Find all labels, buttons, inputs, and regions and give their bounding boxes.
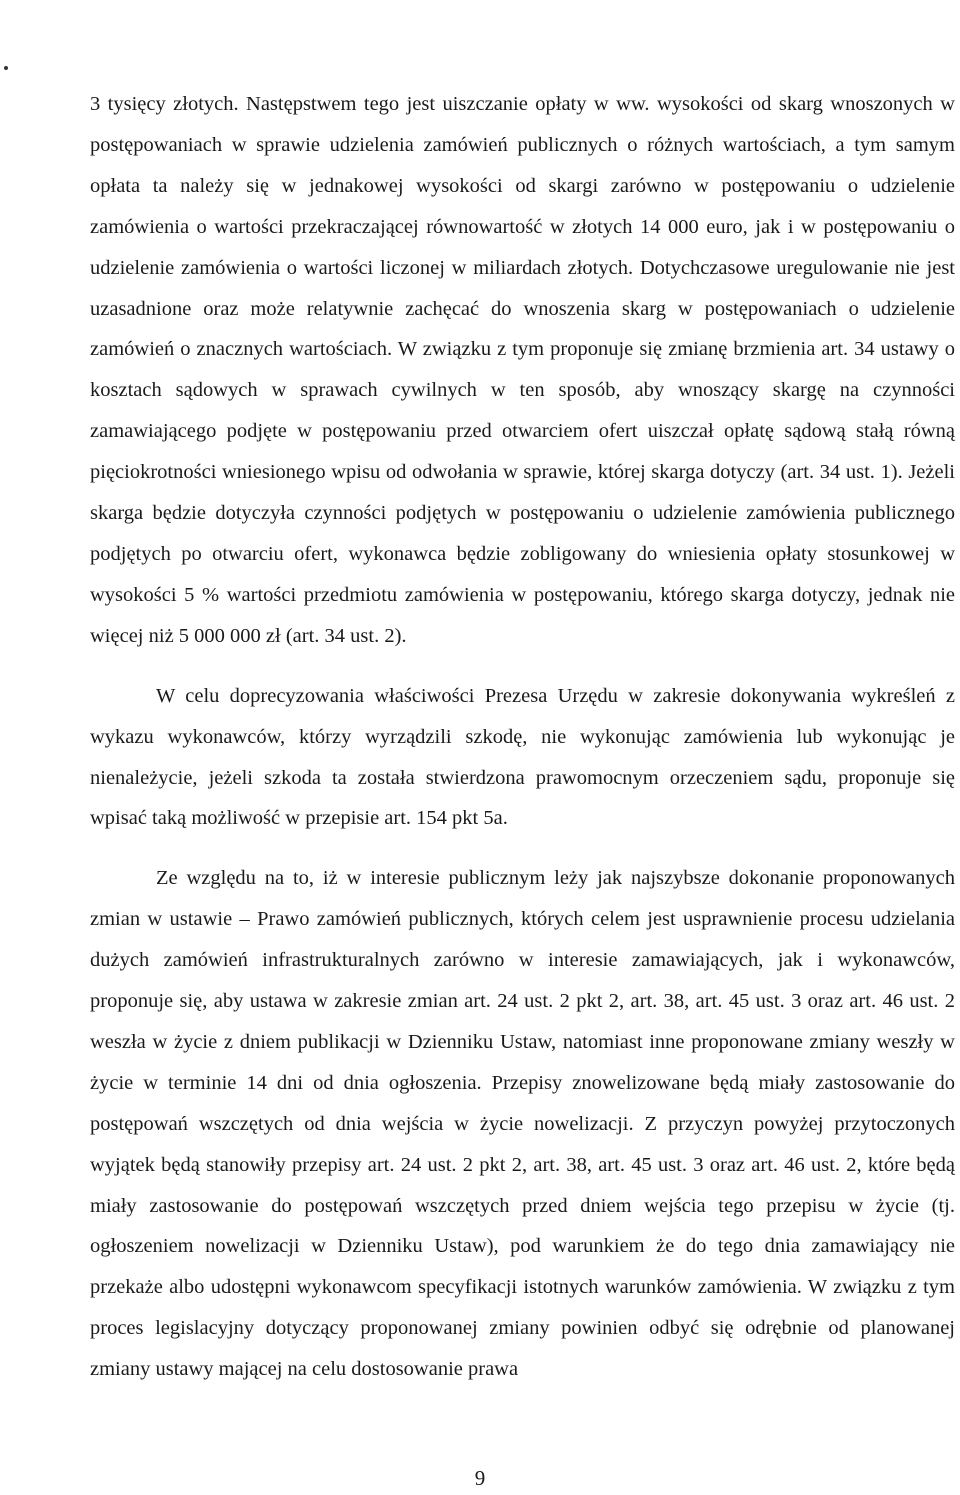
paragraph-1: 3 tysięcy złotych. Następstwem tego jest uiszczanie opłaty w ww. wysokości od skarg wnoszonych w postępowaniach w sprawie udzielenia zamówień publicznych o różnych wartościach, a tym samym opłata ta należy się w jednakowej wysokości od skargi zarówno w postępowaniu o udzielenie zamówienia o wartości przekraczającej równowartość w złotych 14 000 euro, jak i w postępowaniu o udzielenie zamówienia o wartości liczonej w miliardach złotych. Dotychczasowe uregulowanie nie jest uzasadnione oraz może relatywnie zachęcać do wnoszenia skarg w postępowaniach o udzielenie zamówień o znacznych wartościach. W związku z tym proponuje się zmianę brzmienia art. 34 ustawy o kosztach sądowych w sprawach cywilnych w ten sposób, aby wnoszący skargę na czynności zamawiającego podjęte w postępowaniu przed otwarciem ofert uiszczał opłatę sądową stałą równą pięciokrotności wniesionego wpisu od odwołania w sprawie, której skarga dotyczy (art. 34 ust. 1). Jeżeli skarga będzie dotyczyła czynności podjętych w postępowaniu o udzielenie zamówienia publicznego podjętych po otwarciu ofert, wykonawca będzie zobligowany do wniesienia opłaty stosunkowej w wysokości 5 % wartości przedmiotu zamówienia w postępowaniu, którego skarga dotyczy, jednak nie więcej niż 5 000 000 zł (art. 34 ust. 2). bbox=[90, 93, 955, 647]
scan-speck bbox=[4, 66, 8, 70]
document-page bbox=[90, 84, 955, 1390]
paragraph-2: W celu doprecyzowania właściwości Prezesa Urzędu w zakresie dokonywania wykreśleń z wykazu wykonawców, którzy wyrządzili szkodę, nie wykonując zamówienia lub wykonując je nienależycie, jeżeli szkoda ta została stwierdzona prawomocnym orzeczeniem sądu, proponuje się wpisać taką możliwość w przepisie art. 154 pkt 5a. bbox=[90, 684, 955, 830]
page-number: 9 bbox=[474, 1466, 486, 1490]
paragraph-3: Ze względu na to, iż w interesie publicznym leży jak najszybsze dokonanie proponowanych zmian w ustawie – Prawo zamówień publicznych, których celem jest usprawnienie procesu udzielania dużych zamówień infrastrukturalnych zarówno w interesie zamawiających, jak i wykonawców, proponuje się, aby ustawa w zakresie zmian art. 24 ust. 2 pkt 2, art. 38, art. 45 ust. 3 oraz art. 46 ust. 2 weszła w życie z dniem publikacji w Dzienniku Ustaw, natomiast inne proponowane zmiany weszły w życie w terminie 14 dni od dnia ogłoszenia. Przepisy znowelizowane będą miały zastosowanie do postępowań wszczętych od dnia wejścia w życie nowelizacji. Z przyczyn powyżej przytoczonych wyjątek będą stanowiły przepisy art. 24 ust. 2 pkt 2, art. 38, art. 45 ust. 3 oraz art. 46 ust. 2, które będą miały zastosowanie do postępowań wszczętych przed dniem wejścia tego przepisu w życie (tj. ogłoszeniem nowelizacji w Dzienniku Ustaw), pod warunkiem że do tego dnia zamawiający nie przekaże albo udostępni wykonawcom specyfikacji istotnych warunków zamówienia. W związku z tym proces legislacyjny dotyczący proponowanej zmiany powinien odbyć się odrębnie od planowanej zmiany ustawy mającej na celu dostosowanie prawa bbox=[90, 867, 955, 1381]
